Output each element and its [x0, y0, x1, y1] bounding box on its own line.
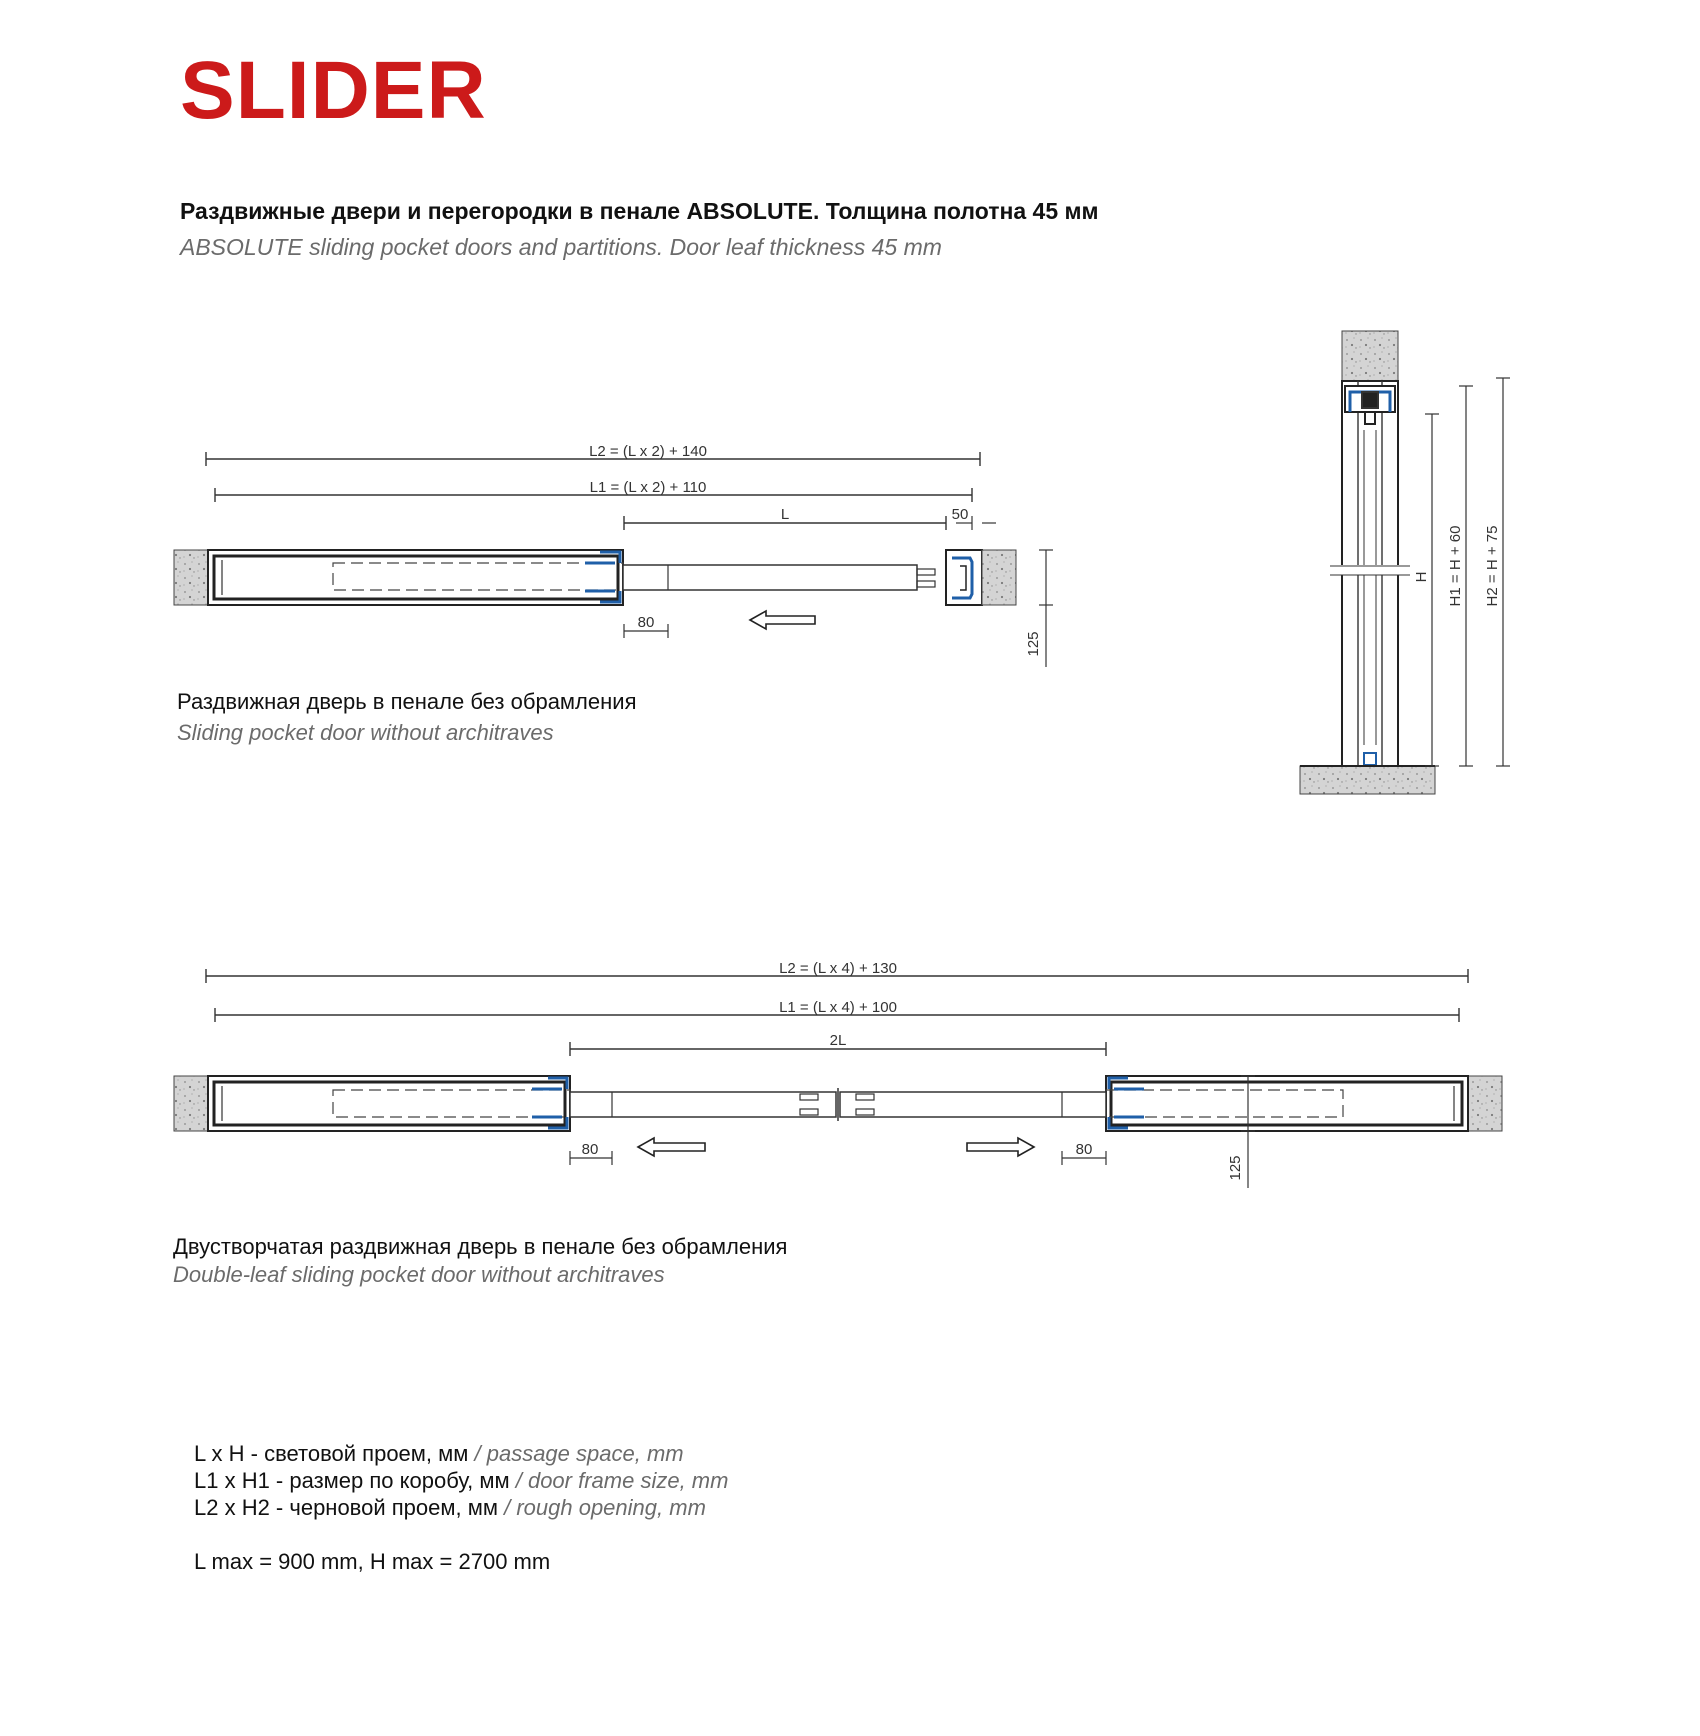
pocket-right-double: [1106, 1076, 1468, 1131]
double-caption-ru: Двустворчатая раздвижная дверь в пенале без обрамления: [173, 1234, 788, 1259]
dim-l2-double-label: L2 = (L x 4) + 130: [779, 960, 897, 977]
dim-l1-double-label: L1 = (L x 4) + 100: [779, 999, 897, 1016]
legend-line1-ru: L x H - световой проем, мм: [194, 1441, 475, 1466]
ceiling-slab: [1342, 331, 1398, 381]
pocket-cassette-single: [208, 550, 623, 605]
dim-80-single-label: 80: [637, 614, 655, 631]
legend-line2-ru: L1 x H1 - размер по коробу, мм: [194, 1468, 516, 1493]
dim-h1-label: H1 = H + 60: [1447, 525, 1464, 607]
brand-title: SLIDER: [180, 45, 487, 136]
legend: [194, 1440, 728, 1575]
dim-h2-label: H2 = H + 75: [1484, 525, 1501, 607]
page-title-en: ABSOLUTE sliding pocket doors and partitions. Door leaf thickness 45 mm: [180, 234, 942, 260]
slide-arrow-left-icon: [750, 611, 815, 629]
slide-arrow-right-icon: [967, 1138, 1034, 1156]
single-caption-en: Sliding pocket door without architraves: [177, 720, 554, 745]
dim-l-single-label: L: [780, 506, 790, 523]
vertical-section: [1300, 331, 1510, 794]
legend-limits: L max = 900 mm, H max = 2700 mm: [194, 1549, 551, 1574]
legend-line2-en: / door frame size, mm: [515, 1468, 729, 1493]
wall-right-double: [1468, 1076, 1502, 1131]
slide-arrow-left-icon: [638, 1138, 705, 1156]
dim-50-label: 50: [951, 506, 969, 523]
double-caption-en: Double-leaf sliding pocket door without architraves: [173, 1262, 665, 1287]
legend-line3-ru: L2 x H2 - черновой проем, мм: [194, 1495, 505, 1520]
double-door-plan: [174, 960, 1502, 1188]
dim-80-double-right-label: 80: [1075, 1141, 1093, 1158]
dim-h-label: H: [1413, 571, 1430, 583]
page-title-ru: Раздвижные двери и перегородки в пенале ABSOLUTE. Толщина полотна 45 мм: [180, 198, 1099, 224]
dim-l1-single-label: L1 = (L x 2) + 110: [589, 479, 707, 496]
wall-right-single: [982, 550, 1016, 605]
dim-125-double-label: 125: [1227, 1155, 1244, 1181]
dim-l-single: [624, 516, 996, 530]
dim-l2-single-label: L2 = (L x 2) + 140: [589, 443, 707, 460]
door-leaf-right-double: [840, 1092, 1106, 1117]
legend-line1-en: / passage space, mm: [474, 1441, 684, 1466]
dim-h: [1425, 414, 1439, 766]
legend-line3-en: / rough opening, mm: [504, 1495, 706, 1520]
dim-125-single-label: 125: [1025, 631, 1042, 657]
dim-80-double-left-label: 80: [581, 1141, 599, 1158]
pocket-left-double: [208, 1076, 570, 1131]
door-leaf-left-double: [570, 1092, 836, 1117]
wall-left-double: [174, 1076, 208, 1131]
door-leaf-single: [623, 565, 917, 590]
floor-slab: [1300, 766, 1435, 794]
wall-left-single: [174, 550, 208, 605]
single-caption-ru: Раздвижная дверь в пенале без обрамления: [177, 689, 637, 714]
dim-2l-label: 2L: [829, 1032, 847, 1049]
single-door-plan: [174, 443, 1053, 667]
